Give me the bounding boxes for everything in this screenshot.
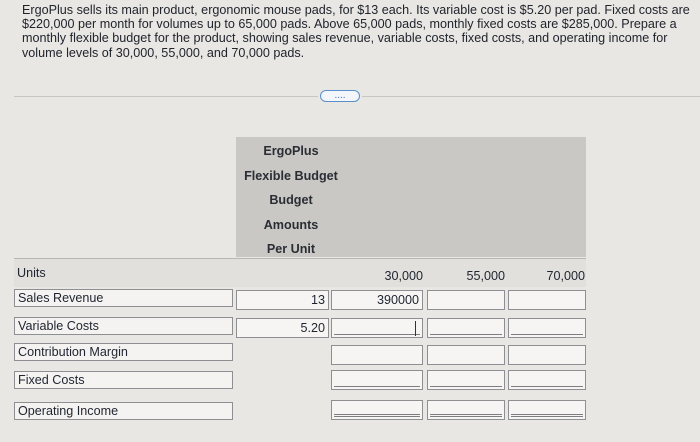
operating-income-70000-input[interactable] xyxy=(508,400,586,420)
variable-costs-55000-input[interactable] xyxy=(427,318,505,338)
question-text: ErgoPlus sells its main product, ergonomic mouse pads, for $13 each. Its variable cost is $5.20 per pad. Fixed costs are $220,000 per month for volumes up to 65,000 pads. Above 65,000 pads, monthly fixed costs are $285,000. Prepare a monthly flexible budget for the product, showing sales revenue, variable costs, fixed costs, and operating income for volume levels of 30,000, 55,000, and 70,000 pads. xyxy=(22,3,690,60)
sales-revenue-55000-input[interactable] xyxy=(427,290,505,310)
volume-70000: 70,000 xyxy=(546,269,585,283)
expand-more-button[interactable]: .... xyxy=(320,90,360,102)
fixed-costs-30000-input[interactable] xyxy=(331,370,423,390)
section-divider xyxy=(14,96,318,97)
contribution-margin-55000-input[interactable] xyxy=(427,345,505,365)
variable-costs-70000-input[interactable] xyxy=(508,318,586,338)
fixed-costs-55000-input[interactable] xyxy=(427,370,505,390)
contribution-margin-70000-input[interactable] xyxy=(508,345,586,365)
variable-costs-30000-input[interactable] xyxy=(331,318,423,338)
budget-heading: Budget xyxy=(269,193,313,207)
sales-revenue-per-unit-input[interactable]: 13 xyxy=(236,290,329,310)
contribution-margin-30000-input[interactable] xyxy=(331,345,423,365)
per-unit-heading: Per Unit xyxy=(266,242,316,256)
row-label-operating-income: Operating Income xyxy=(14,402,233,420)
sales-revenue-30000-input[interactable]: 390000 xyxy=(331,290,423,310)
budget-title: Flexible Budget xyxy=(244,169,338,183)
operating-income-55000-input[interactable] xyxy=(427,400,505,420)
row-label-variable-costs: Variable Costs xyxy=(14,317,233,335)
row-label-sales-revenue: Sales Revenue xyxy=(14,289,233,307)
company-name: ErgoPlus xyxy=(263,144,319,158)
sales-revenue-70000-input[interactable] xyxy=(508,290,586,310)
operating-income-30000-input[interactable] xyxy=(331,400,423,420)
row-label-contribution-margin: Contribution Margin xyxy=(14,343,233,361)
variable-costs-per-unit-input[interactable]: 5.20 xyxy=(236,318,329,338)
volume-55000: 55,000 xyxy=(466,269,505,283)
volume-30000: 30,000 xyxy=(384,269,423,283)
section-divider xyxy=(362,96,700,97)
row-label-fixed-costs: Fixed Costs xyxy=(14,371,233,389)
fixed-costs-70000-input[interactable] xyxy=(508,370,586,390)
text-cursor xyxy=(415,321,416,336)
amounts-heading: Amounts xyxy=(263,218,319,232)
units-label: Units xyxy=(17,266,46,280)
